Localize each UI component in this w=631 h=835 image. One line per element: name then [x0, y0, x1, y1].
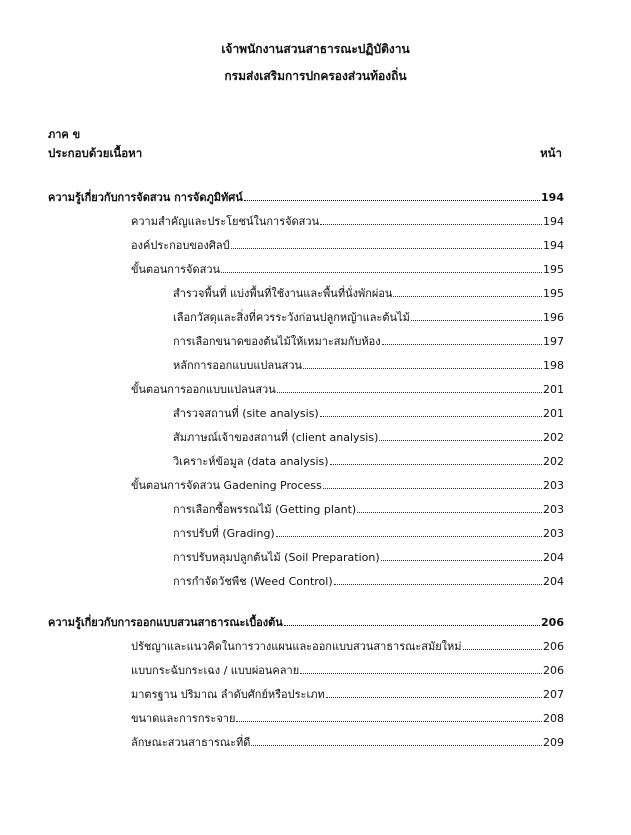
- toc-entry-page: 209: [543, 736, 564, 749]
- toc-entry-label: สำรวจพื้นที่ แบ่งพื้นที่ใช้งานและพื้นที่นั่งพักผ่อน: [173, 287, 393, 300]
- dot-leader: [231, 239, 542, 249]
- toc-entry-row: [173, 407, 564, 421]
- toc-entry-row: [173, 359, 564, 373]
- toc-entry-label: แบบกระฉับกระเฉง / แบบผ่อนคลาย: [131, 664, 300, 677]
- toc-entry-row: [131, 215, 564, 229]
- toc-entry-label: ลักษณะสวนสาธารณะที่ดี: [131, 736, 251, 749]
- dot-leader: [251, 736, 542, 746]
- toc-entry-page: 206: [541, 616, 564, 629]
- toc-entry-page: 194: [541, 191, 564, 204]
- toc-entry-page: 202: [543, 431, 564, 444]
- toc-entry-label: องค์ประกอบของศิลป์: [131, 239, 230, 252]
- dot-leader: [284, 616, 540, 626]
- page-column-heading: หน้า: [540, 146, 562, 160]
- toc-entry-row: [173, 503, 564, 517]
- toc-entry-row: [173, 287, 564, 301]
- dot-leader: [411, 311, 542, 321]
- toc-entry-label: สำรวจสถานที่ (site analysis): [173, 407, 319, 420]
- toc-entry-label: การกำจัดวัชพืช (Weed Control): [173, 575, 333, 588]
- toc-entry-label: สัมภาษณ์เจ้าของสถานที่ (client analysis): [173, 431, 379, 444]
- toc-entry-page: 206: [543, 664, 564, 677]
- toc-entry-row: [173, 551, 564, 565]
- toc-entry-label: การเลือกขนาดของต้นไม้ให้เหมาะสมกับห้อง: [173, 335, 381, 348]
- dot-leader: [463, 640, 542, 650]
- toc-entry-row: [131, 688, 564, 702]
- toc-entry-page: 203: [543, 503, 564, 516]
- toc-entry-label: การปรับที่ (Grading): [173, 527, 275, 540]
- toc-entry-row: [173, 527, 564, 541]
- toc-entry-row: [173, 575, 564, 589]
- toc-entry-row: [131, 664, 564, 678]
- toc-entry-label: ขั้นตอนการจัดสวน Gadening Process: [131, 479, 322, 492]
- toc-entry-label: ความรู้เกี่ยวกับการจัดสวน การจัดภูมิทัศน์: [48, 191, 243, 204]
- dot-leader: [323, 479, 542, 489]
- toc-section-row: [48, 191, 564, 205]
- dot-leader: [303, 359, 542, 369]
- dot-leader: [326, 688, 542, 698]
- toc-entry-row: [131, 712, 564, 726]
- dot-leader: [381, 551, 542, 561]
- toc-entry-page: 196: [543, 311, 564, 324]
- toc-entry-row: [131, 736, 564, 750]
- toc-entry-page: 194: [543, 239, 564, 252]
- toc-entry-row: [131, 239, 564, 253]
- dot-leader: [221, 263, 542, 273]
- toc-entry-page: 201: [543, 383, 564, 396]
- toc-entry-label: เลือกวัสดุและสิ่งที่ควรระวังก่อนปลูกหญ้าและต้นไม้: [173, 311, 410, 324]
- dot-leader: [320, 407, 542, 417]
- toc-entry-page: 207: [543, 688, 564, 701]
- dot-leader: [300, 664, 542, 674]
- toc-entry-label: ความสำคัญและประโยชน์ในการจัดสวน: [131, 215, 320, 228]
- toc-entry-row: [173, 335, 564, 349]
- toc-entry-page: 208: [543, 712, 564, 725]
- toc-entry-page: 198: [543, 359, 564, 372]
- toc-entry-page: 204: [543, 575, 564, 588]
- toc-entry-label: วิเคราะห์ข้อมูล (data analysis): [173, 455, 329, 468]
- toc-entry-label: การเลือกซื้อพรรณไม้ (Getting plant): [173, 503, 357, 516]
- toc-entry-page: 197: [543, 335, 564, 348]
- toc-entry-page: 206: [543, 640, 564, 653]
- toc-entry-row: [173, 311, 564, 325]
- toc-entry-page: 195: [543, 263, 564, 276]
- dot-leader: [244, 191, 540, 201]
- dot-leader: [276, 527, 542, 537]
- dot-leader: [393, 287, 542, 297]
- dot-leader: [379, 431, 542, 441]
- part-label: ภาค ข: [48, 128, 81, 141]
- dot-leader: [382, 335, 542, 345]
- contents-heading: ประกอบด้วยเนื้อหา: [48, 146, 143, 160]
- toc-entry-page: 201: [543, 407, 564, 420]
- toc-entry-page: 202: [543, 455, 564, 468]
- toc-entry-row: [173, 455, 564, 469]
- toc-entry-row: [131, 263, 564, 277]
- toc-entry-label: ขั้นตอนการจัดสวน: [131, 263, 221, 276]
- toc-entry-label: หลักการออกแบบแปลนสวน: [173, 359, 303, 372]
- toc-entry-row: [131, 479, 564, 493]
- toc-entry-row: [173, 431, 564, 445]
- dot-leader: [330, 455, 542, 465]
- toc-entry-page: 204: [543, 551, 564, 564]
- toc-entry-row: [131, 640, 564, 654]
- toc-entry-label: การปรับหลุมปลูกต้นไม้ (Soil Preparation): [173, 551, 380, 564]
- toc-entry-label: ความรู้เกี่ยวกับการออกแบบสวนสาธารณะเบื้องต้น: [48, 616, 283, 629]
- document-title-line-2: กรมส่งเสริมการปกครองส่วนท้องถิ่น: [224, 69, 407, 83]
- toc-entry-row: [131, 383, 564, 397]
- toc-entry-page: 203: [543, 479, 564, 492]
- toc-entry-page: 203: [543, 527, 564, 540]
- toc-section-row: [48, 616, 564, 630]
- dot-leader: [334, 575, 542, 585]
- dot-leader: [320, 215, 542, 225]
- toc-entry-label: ขั้นตอนการออกแบบแปลนสวน: [131, 383, 276, 396]
- toc-entry-page: 195: [543, 287, 564, 300]
- dot-leader: [277, 383, 542, 393]
- toc-entry-label: ปรัชญาและแนวคิดในการวางแผนและออกแบบสวนสาธารณะสมัยใหม่: [131, 640, 462, 653]
- toc-entry-label: มาตรฐาน ปริมาณ ลำดับศักย์หรือประเภท: [131, 688, 325, 701]
- toc-entry-page: 194: [543, 215, 564, 228]
- toc-entry-label: ขนาดและการกระจาย: [131, 712, 236, 725]
- dot-leader: [236, 712, 542, 722]
- document-title-line-1: เจ้าพนักงานสวนสาธารณะปฏิบัติงาน: [221, 42, 410, 56]
- dot-leader: [357, 503, 542, 513]
